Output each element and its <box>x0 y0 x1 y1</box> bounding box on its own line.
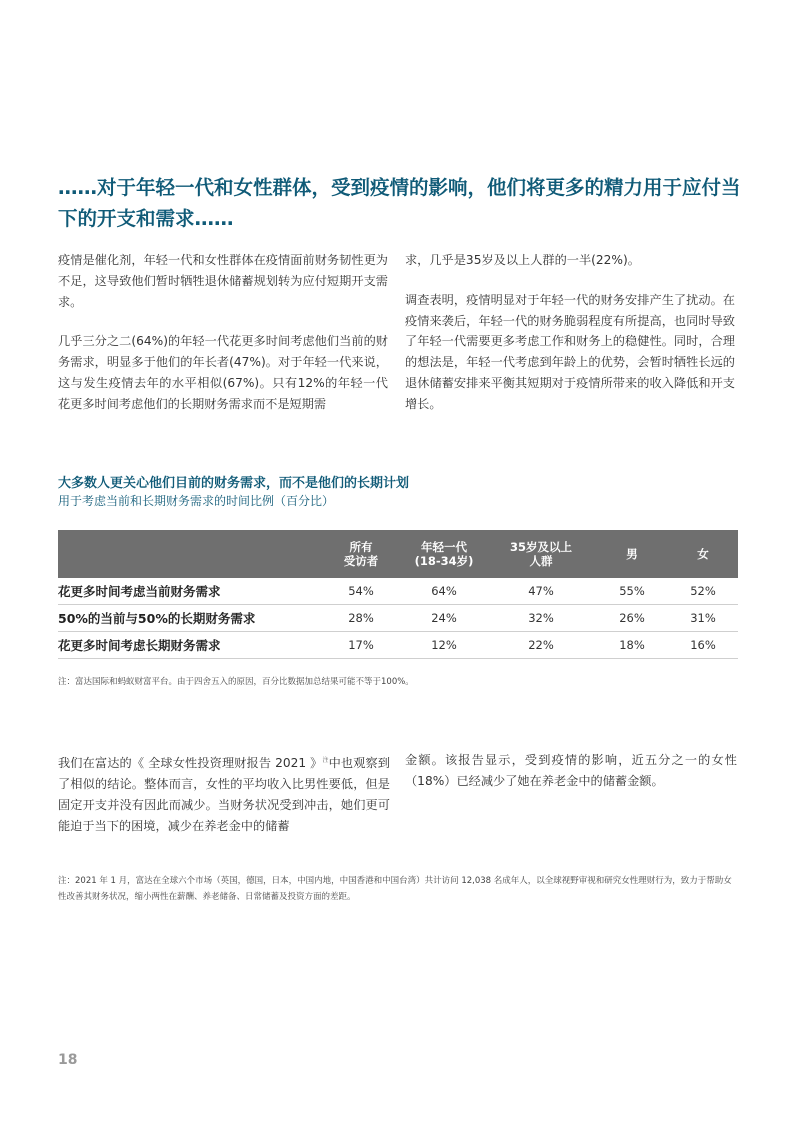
headline: ……对于年轻一代和女性群体，受到疫情的影响，他们将更多的精力用于应付当下的开支和需求…… <box>58 176 741 230</box>
table-title: 大多数人更关心他们目前的财务需求，而不是他们的长期计划 <box>58 476 410 491</box>
footnote-marker: 注 <box>322 757 329 764</box>
table-cell: 12% <box>402 632 486 659</box>
intro-left-column <box>58 250 388 434</box>
header-empty-cell <box>58 530 320 578</box>
footnote: 注：2021 年 1 月，富达在全球六个市场（英国，德国，日本，中国内地，中国香港和中国台湾）共计访问 12,038 名成年人，以全球视野审视和研究女性理财行为，致力于帮助女性改善其财务状况，缩小两性在薪酬、养老储备、日常储蓄及投资方面的差距。 <box>58 876 732 902</box>
table-cell: 55% <box>596 578 668 605</box>
table-header-row <box>58 530 738 578</box>
report-text: 中也观察到了相似的结论。整体而言，女性的平均收入比男性要低，但是固定开支并没有因此而减少。当财务状况受到冲击，她们更可能迫于当下的困境，减少在养老金中的储蓄 <box>58 756 390 834</box>
intro-paragraph: 疫情是催化剂，年轻一代和女性群体在疫情面前财务韧性更为不足，这导致他们暂时牺牲退休储蓄规划转为应付短期开支需求。 <box>58 253 388 309</box>
table-cell: 64% <box>402 578 486 605</box>
intro-paragraph: 几乎三分之二(64%)的年轻一代花更多时间考虑他们当前的财务需求，明显多于他们的年长者(47%)。对于年轻一代来说，这与发生疫情去年的水平相似(67%)。只有12%的年轻一代花更多时间考虑他们的长期财务需求而不是短期需 <box>58 334 388 411</box>
table-cell: 31% <box>668 605 738 632</box>
intro-right-column <box>405 250 735 434</box>
column-header: 35岁及以上 人群 <box>509 540 572 568</box>
table-cell: 54% <box>320 578 402 605</box>
table-cell: 16% <box>668 632 738 659</box>
table-cell: 28% <box>320 605 402 632</box>
table-cell: 24% <box>402 605 486 632</box>
page-number: 18 <box>58 1052 78 1068</box>
intro-paragraph: 调查表明，疫情明显对于年轻一代的财务安排产生了扰动。在疫情来袭后，年轻一代的财务脆弱程度有所提高，也同时导致了年轻一代需要更多考虑工作和财务上的稳健性。同时，合理的想法是，年轻一代考虑到年龄上的优势，会暂时牺牲长远的退休储蓄安排来平衡其短期对于疫情所带来的收入降低和开支增长。 <box>405 292 735 411</box>
table-cell: 52% <box>668 578 738 605</box>
table-cell: 26% <box>596 605 668 632</box>
table-row <box>58 578 738 605</box>
table-row <box>58 632 738 659</box>
table-row <box>58 605 738 632</box>
column-header: 女 <box>697 547 709 561</box>
column-header: 所有 受访者 <box>343 540 379 568</box>
table-cell: 32% <box>486 605 596 632</box>
table-cell: 47% <box>486 578 596 605</box>
column-header: 年轻一代 (18-34岁) <box>414 540 474 568</box>
row-label: 花更多时间考虑当前财务需求 <box>58 578 320 605</box>
table-subtitle: 用于考虑当前和长期财务需求的时间比例（百分比） <box>58 494 335 508</box>
report-text: 我们在富达的《 全球女性投资理财报告 2021 》 <box>58 756 323 771</box>
financial-needs-table <box>58 530 738 659</box>
column-header: 男 <box>626 547 638 561</box>
row-label: 花更多时间考虑长期财务需求 <box>58 632 320 659</box>
table-cell: 22% <box>486 632 596 659</box>
table-cell: 18% <box>596 632 668 659</box>
row-label: 50%的当前与50%的长期财务需求 <box>58 605 320 632</box>
report-left-paragraph <box>58 750 390 837</box>
table-note: 注：富达国际和蚂蚁财富平台。由于四舍五入的原因，百分比数据加总结果可能不等于100%。 <box>58 677 414 687</box>
intro-paragraph: 求，几乎是35岁及以上人群的一半(22%)。 <box>405 253 640 267</box>
table-cell: 17% <box>320 632 402 659</box>
report-right-paragraph: 金额。该报告显示，受到疫情的影响，近五分之一的女性（18%）已经减少了她在养老金中的储蓄金额。 <box>405 753 737 788</box>
